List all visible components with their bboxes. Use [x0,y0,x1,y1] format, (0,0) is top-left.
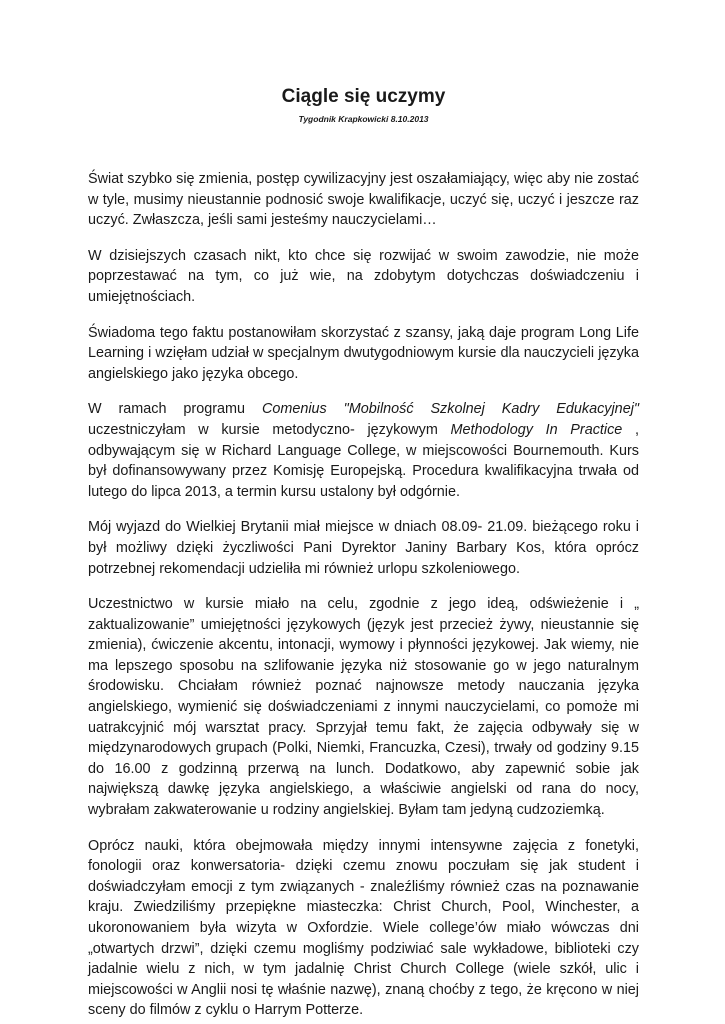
article-paragraph [88,246,639,308]
article-source: Tygodnik Krapkowicki 8.10.2013 [298,114,429,124]
paragraph-text: Uczestnictwo w kursie miało na celu, zgodnie z jego ideą, odświeżenie i „ zaktualizowanie” umiejętności językowych (język jest przecież żywy, nieustannie się zmienia), ćwiczenie akcentu, intonacji, wymowy i płynności językowej. Jak wiemy, nie ma lepszego sposobu na szlifowanie języka niż stosowanie go w jego naturalnym środowisku. Chciałam również poznać najnowsze metody nauczania języka angielskiego, wymienić się doświadczeniami z innymi nauczycielami, co pomoże mi uatrakcyjnić mój warsztat pracy. Sprzyjał temu fakt, że zajęcia odbywały się w międzynarodowych grupach (Polki, Niemki, Francuzka, Czesi), trwały od godziny 9.15 do 16.00 z godzinną przerwą na lunch. Dodatkowo, aby zapewnić sobie jak największą dawkę języka angielskiego, a właściwie angielski od rana do nocy, wybrałam zakwaterowanie u rodziny angielskiej. Byłam tam jedyną cudzoziemką. [88,596,639,819]
paragraph-text: Mój wyjazd do Wielkiej Brytanii miał miejsce w dniach 08.09- 21.09. bieżącego roku i był możliwy dzięki życzliwości Pani Dyrektor Janiny Barbary Kos, która oprócz potrzebnej rekomendacji udzieliła mi również urlopu szkoleniowego. [88,519,639,577]
article-paragraph [88,594,639,821]
article-paragraph [88,323,639,385]
paragraph-text: W dzisiejszych czasach nikt, kto chce się rozwijać w swoim zawodzie, nie może poprzestawać na tym, co już wie, na zdobytym dotychczas doświadczeniu i umiejętnościach. [88,247,639,305]
paragraph-text: Świat szybko się zmienia, postęp cywilizacyjny jest oszałamiający, więc aby nie zostać w tyle, musimy nieustannie podnosić swoje kwalifikacje, uczyć się, uczyć i jeszcze raz uczyć. Zwłaszcza, jeśli sami jesteśmy nauczycielami… [88,171,639,229]
paragraph-text: W ramach programu [88,401,262,418]
paragraph-text: Oprócz nauki, która obejmowała między innymi intensywne zajęcia z fonetyki, fonologii oraz konwersatoria- dzięki czemu znowu poczułam się jak student i doświadczyłam emocji z tym związanych - znaleźliśmy również czas na poznawanie kraju. Zwiedziliśmy przepiękne miasteczka: Christ Church, Pool, Winchester, a ukoronowaniem była wizyta w Oxfordzie. Wiele college’ów miało wówczas dni „otwartych drzwi”, dzięki czemu mogliśmy podziwiać sale wykładowe, biblioteki czy jadalnie wielu z nich, w tym jadalnię Christ Church College (wiele szkół, ulic i miejscowości w Anglii nosi tę właśnie nazwę), znaną choćby z tego, że kręcono w niej sceny do filmów z cyklu o Harrym Potterze. [88,837,639,1019]
italic-text: Methodology In Practice [450,421,623,438]
article-paragraph [88,399,639,502]
article-paragraph [88,517,639,579]
article-title: Ciągle się uczymy [281,86,446,107]
paragraph-text: Świadoma tego faktu postanowiłam skorzystać z szansy, jaką daje program Long Life Learning i wzięłam udział w specjalnym dwutygodniowym kursie dla nauczycieli języka angielskiego jako języka obcego. [88,324,639,382]
paragraph-text: uczestniczyłam w kursie metodyczno- językowym [88,421,451,438]
article-body [88,169,639,1021]
article-paragraph [88,836,639,1021]
italic-text: Comenius "Mobilność Szkolnej Kadry Edukacyjnej" [261,401,639,418]
paragraph-text: , odbywającym się w Richard Language College, w miejscowości Bournemouth. Kurs był dofinansowywany przez Komisję Europejską. Procedura kwalifikacyjna trwała od lutego do lipca 2013, a termin kursu ustalony był odgórnie. [88,421,639,500]
article-paragraph [88,169,639,231]
